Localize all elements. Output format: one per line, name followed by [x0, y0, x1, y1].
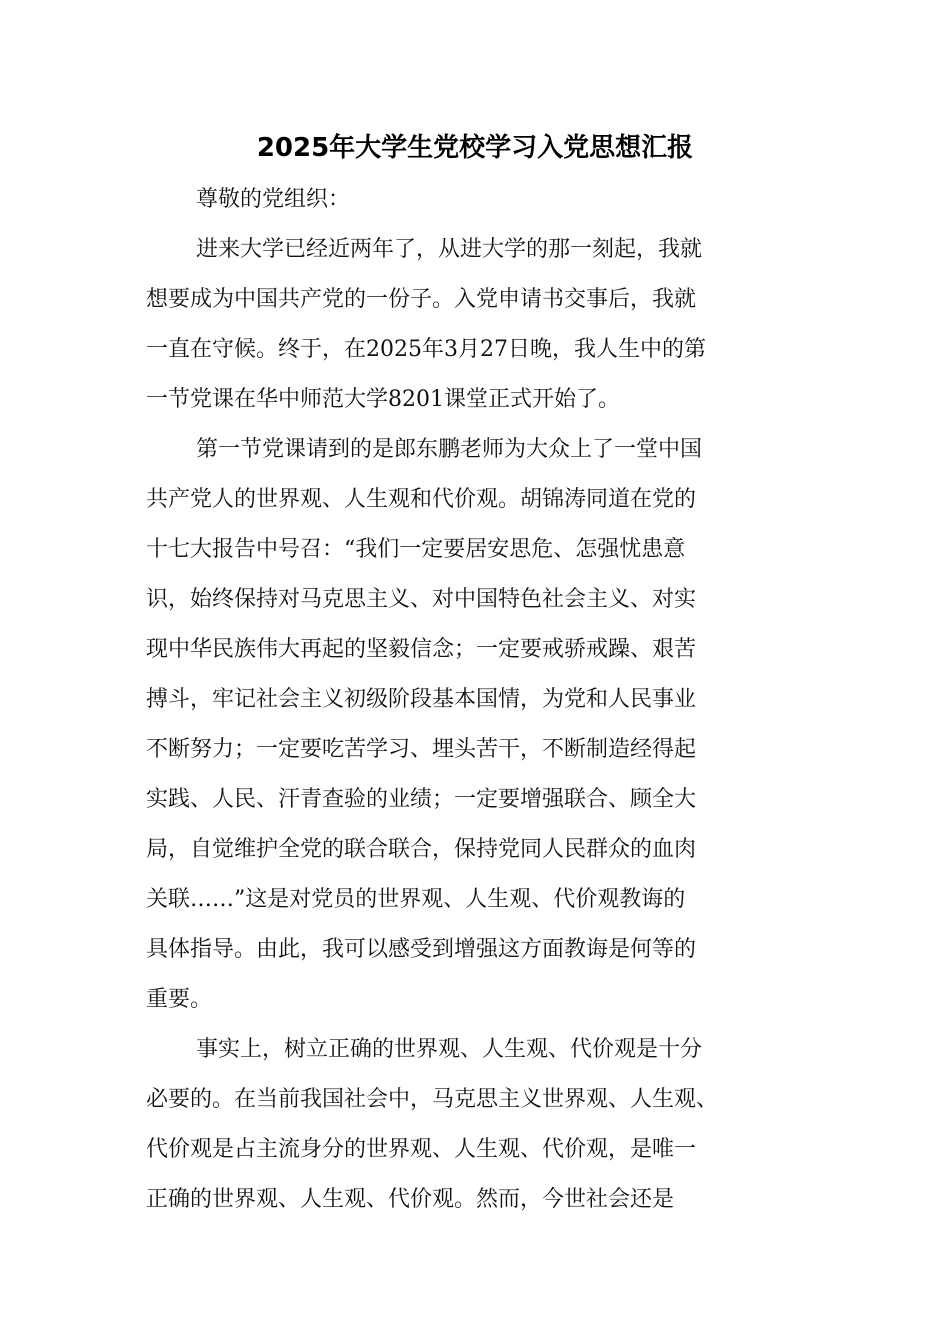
paragraph-3-line-4: 正确的世界观、人生观、代价观。然而，今世社会还是 [146, 1187, 675, 1212]
paragraph-1-line-3: 一直在守候。终于，在2025年3月27日晚，我人生中的第 [146, 337, 706, 362]
paragraph-2-line-10: 关联……”这是对党员的世界观、人生观、代价观教诲的 [146, 887, 686, 912]
paragraph-2-line-6: 搏斗，牢记社会主义初级阶段基本国情，为党和人民事业 [146, 687, 697, 712]
paragraph-3-line-3: 代价观是占主流身分的世界观、人生观、代价观，是唯一 [146, 1137, 697, 1162]
paragraph-2-line-5: 现中华民族伟大再起的坚毅信念；一定要戒骄戒躁、艰苦 [146, 637, 697, 662]
paragraph-2-line-3: 十七大报告中号召：“我们一定要居安思危、怎强忧患意 [146, 537, 686, 562]
paragraph-2-line-4: 识，始终保持对马克思主义、对中国特色社会主义、对实 [146, 587, 697, 612]
paragraph-3-line-2: 必要的。在当前我国社会中，马克思主义世界观、人生观、 [146, 1087, 719, 1112]
paragraph-1-line-4: 一节党课在华中师范大学8201课堂正式开始了。 [146, 387, 620, 412]
paragraph-3-line-1: 事实上，树立正确的世界观、人生观、代价观是十分 [196, 1037, 703, 1062]
document-title: 2025年大学生党校学习入党思想汇报 [256, 133, 694, 163]
salutation: 尊敬的党组织： [196, 187, 351, 212]
paragraph-2-line-9: 局，自觉维护全党的联合联合，保持党同人民群众的血肉 [146, 837, 697, 862]
paragraph-2-line-2: 共产党人的世界观、人生观和代价观。胡锦涛同道在党的 [146, 487, 697, 512]
paragraph-2-line-8: 实践、人民、汗青查验的业绩；一定要增强联合、顾全大 [146, 787, 697, 812]
paragraph-2-line-12: 重要。 [146, 987, 213, 1012]
paragraph-2-line-11: 具体指导。由此，我可以感受到增强这方面教诲是何等的 [146, 937, 697, 962]
paragraph-1-line-2: 想要成为中国共产党的一份子。入党申请书交事后，我就 [146, 287, 697, 312]
paragraph-2-line-7: 不断努力；一定要吃苦学习、埋头苦干，不断制造经得起 [146, 737, 697, 762]
paragraph-1-line-1: 进来大学已经近两年了，从进大学的那一刻起，我就 [196, 237, 703, 262]
paragraph-2-line-1: 第一节党课请到的是郎东鹏老师为大众上了一堂中国 [196, 437, 703, 462]
